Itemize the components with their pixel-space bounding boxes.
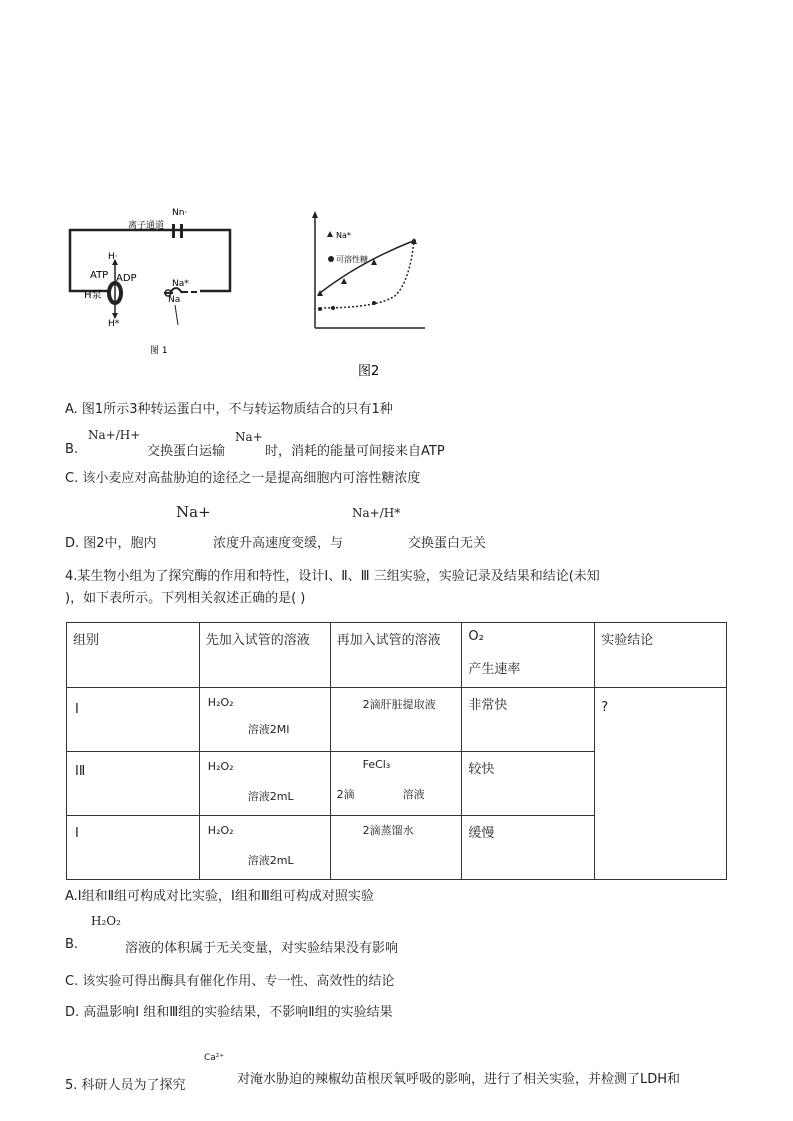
q3-option-c: C. 该小麦应对高盐胁迫的途径之一是提高细胞内可溶性糖浓度 xyxy=(65,471,421,486)
q5-text: 对淹水胁迫的辣椒幼苗根厌氧呼吸的影响，进行了相关实验，并检测了LDH和 xyxy=(237,1072,681,1087)
rate-cell: 缓慢 xyxy=(462,816,595,880)
channel-label: 离子通道 xyxy=(128,221,165,231)
q3-option-b-sup2: Na+ xyxy=(235,430,263,444)
q4-option-c: C. 该实验可得出酶具有催化作用、专一性、高效性的结论 xyxy=(65,974,395,989)
na-point xyxy=(341,278,347,284)
sugar-point xyxy=(318,307,322,311)
h-pump-label: H泵 xyxy=(84,290,102,301)
ion-channel-right xyxy=(180,224,183,238)
table-header-row xyxy=(67,623,727,688)
h-top-label: H· xyxy=(108,252,118,262)
q4-stem-line1: 4.某生物小组为了探究酶的作用和特性，设计I、Ⅱ、Ⅲ 三组实验，实验记录及结果和结论(未知 xyxy=(65,569,600,584)
rate-cell: 较快 xyxy=(462,752,595,816)
sugar-point xyxy=(331,306,335,310)
q4-option-b-text: 溶液的体积属于无关变量，对实验结果没有影响 xyxy=(125,941,399,956)
group-cell: I xyxy=(67,688,200,752)
na-curve xyxy=(320,241,413,293)
legend-na-marker xyxy=(327,231,333,237)
na-right-label-1: Na* xyxy=(172,279,189,289)
membrane-loop xyxy=(70,230,230,291)
header-cell: 组别 xyxy=(67,623,200,688)
conclusion-cell: ? xyxy=(595,688,727,880)
q3-option-b-prefix: B. xyxy=(65,442,79,457)
figure-1-caption: 图 1 xyxy=(150,346,168,356)
q3-option-d-sup2: Na+/H* xyxy=(352,506,401,520)
group-cell: I xyxy=(67,816,200,880)
first-solution-cell: H₂O₂ 溶液2mL xyxy=(199,816,330,880)
header-cell: O₂ 产生速率 xyxy=(462,623,595,688)
h-bottom-label: H* xyxy=(108,319,120,329)
header-cell: 实验结论 xyxy=(595,623,727,688)
adp-label: ADP xyxy=(116,273,137,284)
q3-option-d-part1: D. 图2中，胞内 xyxy=(65,536,157,551)
figure-2-caption: 图2 xyxy=(358,364,380,379)
ion-channel-left xyxy=(172,224,175,238)
group-cell: IⅡ xyxy=(67,752,200,816)
q4-option-a: A.I组和Ⅱ组可构成对比实验，I组和Ⅲ组可构成对照实验 xyxy=(65,889,374,904)
sugar-curve xyxy=(320,240,414,308)
q3-option-d-part2: 浓度升高速度变缓，与 xyxy=(213,536,344,551)
na-right-label-2: Na xyxy=(168,295,181,305)
q3-option-a: A. 图1所示3种转运蛋白中，不与转运物质结合的只有1种 xyxy=(65,402,393,417)
header-cell: 先加入试管的溶液 xyxy=(199,623,330,688)
second-solution-cell: FeCl₃ 2滴 溶液 xyxy=(330,752,462,816)
table-row xyxy=(67,688,727,752)
first-solution-cell: H₂O₂ 溶液2mL xyxy=(199,752,330,816)
second-solution-cell: 2滴蒸馏水 xyxy=(330,816,462,880)
q5-prefix: 5. 科研人员为了探究 xyxy=(65,1078,186,1093)
figure-1 xyxy=(60,200,270,360)
q4-option-b-formula: H₂O₂ xyxy=(91,914,121,928)
sugar-point xyxy=(412,239,416,243)
q3-option-d-part3: 交换蛋白无关 xyxy=(408,536,487,551)
legend-sugar-marker xyxy=(328,256,334,262)
figure-2 xyxy=(300,210,430,380)
q3-option-b-sup1: Na+/H+ xyxy=(88,428,141,442)
q3-option-d-sup1: Na+ xyxy=(176,503,211,521)
experiment-table xyxy=(66,622,727,880)
na-top-label: Nn· xyxy=(172,208,188,218)
q5-sup: Ca²⁺ xyxy=(204,1053,225,1063)
q3-option-b-suffix: 时，消耗的能量可间接来自ATP xyxy=(265,444,445,459)
first-solution-cell: H₂O₂ 溶液2MI xyxy=(199,688,330,752)
rate-cell: 非常快 xyxy=(462,688,595,752)
header-cell: 再加入试管的溶液 xyxy=(330,623,462,688)
legend-na: Na* xyxy=(336,231,351,240)
q4-option-d: D. 高温影响I 组和Ⅲ组的实验结果，不影响Ⅱ组的实验结果 xyxy=(65,1005,393,1020)
atp-label: ATP xyxy=(90,270,109,281)
q3-option-b-mid: 交换蛋白运输 xyxy=(147,444,226,459)
q4-option-b-prefix: B. xyxy=(65,937,79,952)
second-solution-cell: 2滴肝脏提取液 xyxy=(330,688,462,752)
legend-sugar: 可溶性糖 xyxy=(336,255,368,264)
sugar-point xyxy=(372,301,376,305)
q4-stem-line2: )，如下表所示。下列相关叙述正确的是( ) xyxy=(65,591,306,606)
